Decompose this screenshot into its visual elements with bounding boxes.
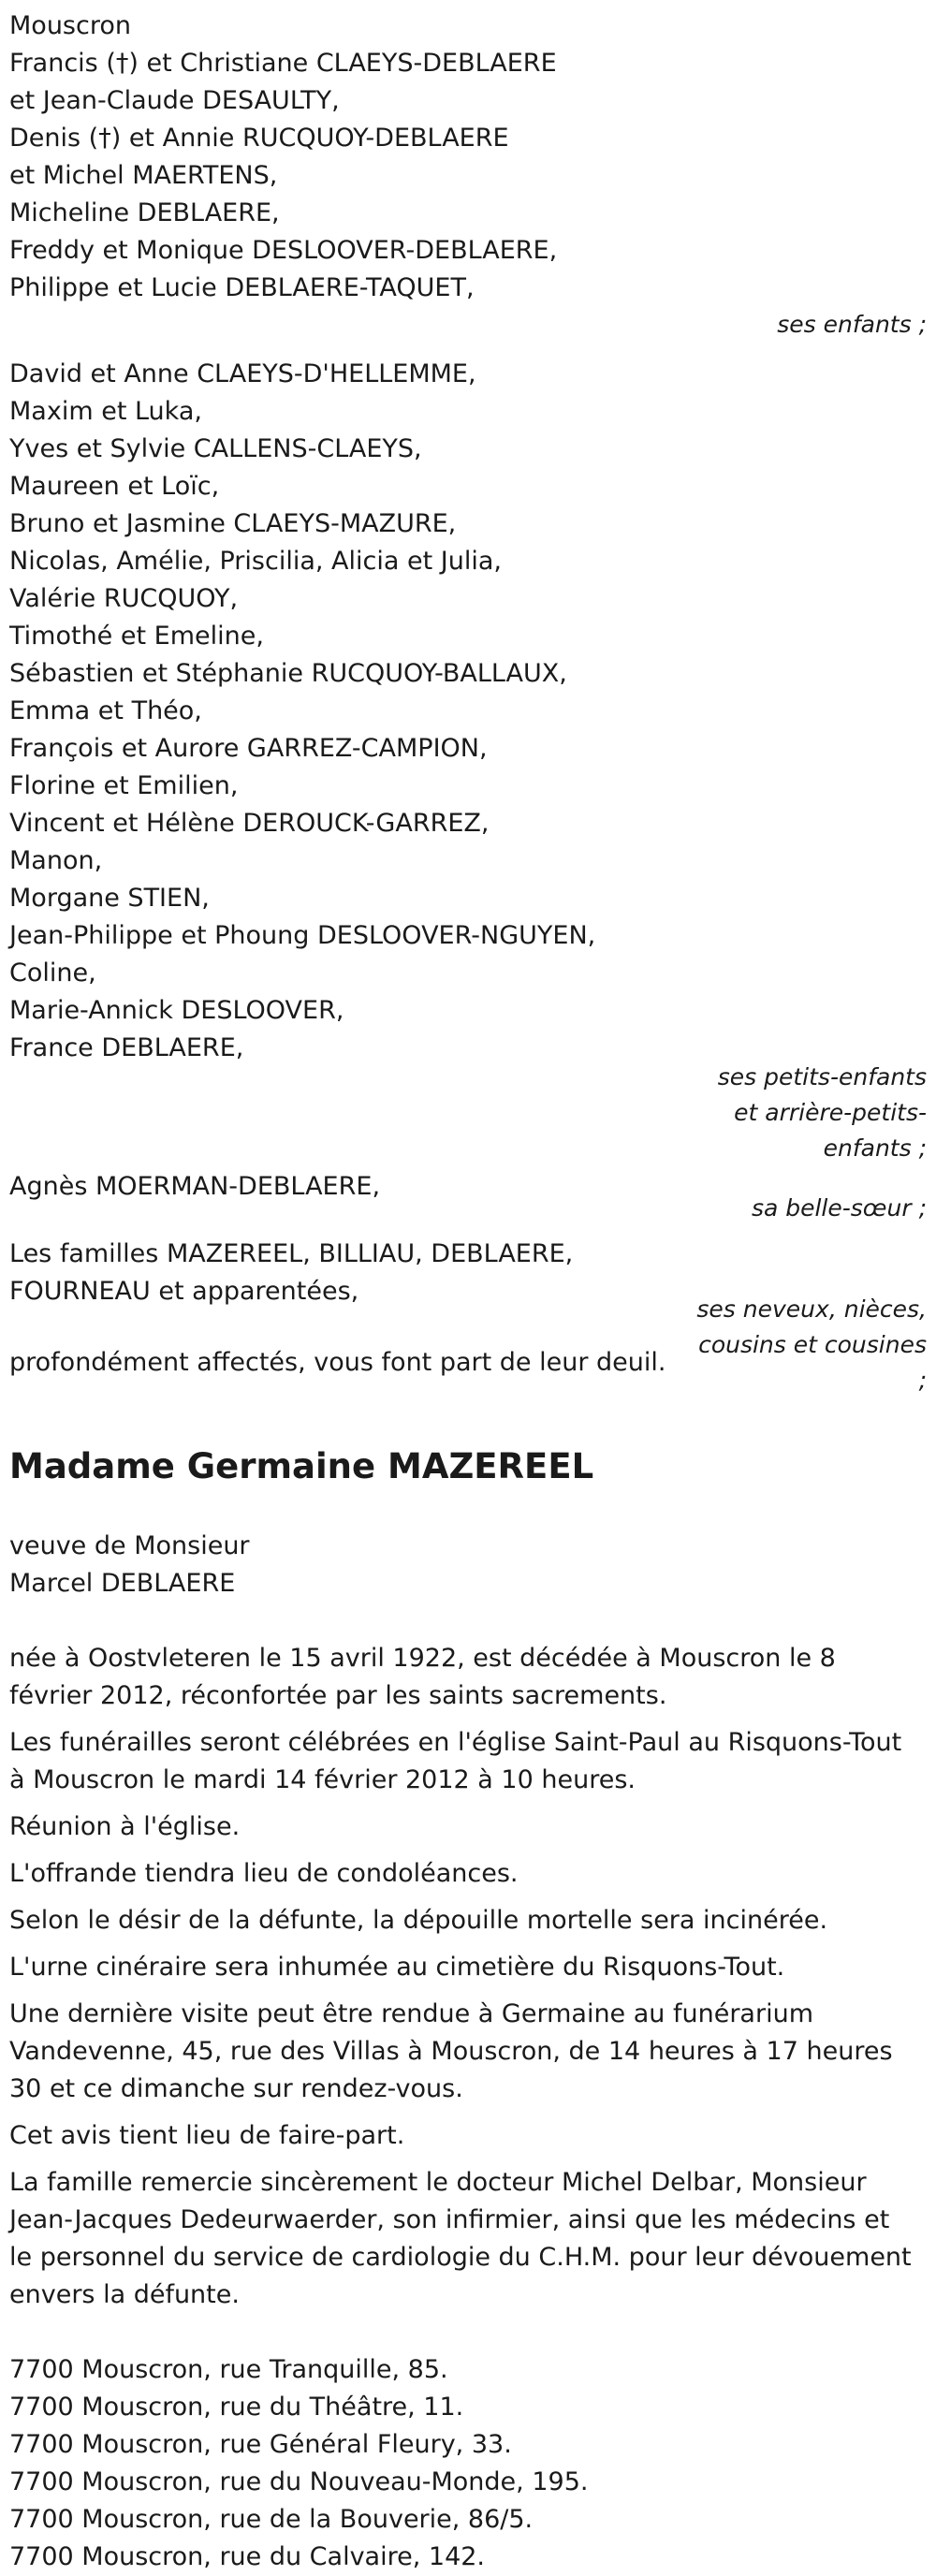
notice-paragraph: née à Oostvleteren le 15 avril 1922, est décédée à Mouscron le 8 février 2012, réconfortée par les saints sacrements.	[9, 1644, 836, 1710]
family-line: et Jean-Claude DESAULTY,	[9, 86, 340, 115]
notice-paragraph: Les funérailles seront célébrées en l'église Saint-Paul au Risquons-Tout à Mouscron le mardi 14 février 2012 à 10 heures.	[9, 1728, 902, 1794]
address-line: 7700 Mouscron, rue Tranquille, 85.	[9, 2355, 448, 2384]
family-line: Vincent et Hélène DEROUCK-GARREZ,	[9, 809, 490, 838]
address-line: 7700 Mouscron, rue du Nouveau-Monde, 195.	[9, 2467, 589, 2496]
role-label-sister-in-law: sa belle-sœur ;	[751, 1194, 927, 1222]
role-label-children: ses enfants ;	[777, 311, 927, 338]
sister-in-law-group	[9, 1168, 927, 1224]
address-line: 7700 Mouscron, rue de la Bouverie, 86/5.	[9, 2505, 534, 2534]
family-line: David et Anne CLAEYS-D'HELLEMME,	[9, 359, 476, 388]
family-line: FOURNEAU et apparentées,	[9, 1277, 359, 1306]
family-line: Timothé et Emeline,	[9, 622, 264, 651]
closing-sentence: profondément affectés, vous font part de leur deuil.	[9, 1348, 666, 1377]
family-line: Maxim et Luka,	[9, 397, 202, 426]
family-line: Les familles MAZEREEL, BILLIAU, DEBLAERE,	[9, 1239, 574, 1268]
family-line: et Michel MAERTENS,	[9, 161, 278, 190]
address-line: 7700 Mouscron, rue du Théâtre, 11.	[9, 2393, 464, 2422]
family-line: Micheline DEBLAERE,	[9, 198, 280, 227]
family-line: Morgane STIEN,	[9, 884, 210, 913]
family-line: Marie-Annick DESLOOVER,	[9, 996, 344, 1025]
family-line: France DEBLAERE,	[9, 1033, 244, 1062]
grandchildren-group	[9, 356, 927, 1168]
family-line: Yves et Sylvie CALLENS-CLAEYS,	[9, 434, 422, 463]
family-line: Valérie RUCQUOY,	[9, 584, 239, 613]
city-heading: Mouscron	[9, 11, 131, 40]
family-line: Sébastien et Stéphanie RUCQUOY-BALLAUX,	[9, 659, 567, 688]
family-line: Jean-Philippe et Phoung DESLOOVER-NGUYEN,	[9, 921, 596, 950]
family-line: Florine et Emilien,	[9, 771, 239, 800]
family-line: Freddy et Monique DESLOOVER-DEBLAERE,	[9, 236, 558, 265]
family-line: Francis (†) et Christiane CLAEYS-DEBLAERE	[9, 49, 557, 78]
family-line: Manon,	[9, 846, 103, 875]
widow-line: Marcel DEBLAERE	[9, 1569, 236, 1598]
family-line: Agnès MOERMAN-DEBLAERE,	[9, 1172, 381, 1201]
family-line: François et Aurore GARREZ-CAMPION,	[9, 734, 488, 763]
family-line: Bruno et Jasmine CLAEYS-MAZURE,	[9, 509, 457, 538]
widow-line: veuve de Monsieur	[9, 1531, 250, 1560]
notice-paragraph: L'urne cinéraire sera inhumée au cimetière du Risquons-Tout.	[9, 1953, 785, 1982]
family-line: Emma et Théo,	[9, 696, 202, 725]
family-line: Nicolas, Amélie, Priscilia, Alicia et Julia,	[9, 547, 502, 576]
address-line: 7700 Mouscron, rue Général Fleury, 33.	[9, 2430, 512, 2459]
notice-paragraph: Réunion à l'église.	[9, 1812, 241, 1841]
notice-paragraph: Selon le désir de la défunte, la dépouille mortelle sera incinérée.	[9, 1906, 828, 1935]
notice-paragraph: Cet avis tient lieu de faire-part.	[9, 2121, 405, 2150]
family-line: Philippe et Lucie DEBLAERE-TAQUET,	[9, 273, 475, 302]
address-line: 7700 Mouscron, rue du Calvaire, 142.	[9, 2542, 486, 2571]
family-line: Maureen et Loïc,	[9, 472, 220, 501]
families-group	[9, 1236, 927, 1406]
deceased-name: Madame Germaine MAZEREEL	[9, 1446, 594, 1486]
notice-body	[9, 1640, 927, 2314]
children-group	[9, 45, 927, 344]
family-line: Denis (†) et Annie RUCQUOY-DEBLAERE	[9, 124, 509, 153]
notice-paragraph: La famille remercie sincèrement le docteur Michel Delbar, Monsieur Jean-Jacques Dedeurwaerder, son infirmier, ainsi que les médecins et le personnel du service de cardiologie du C.H.M. pour leur dévouement envers la défunte.	[9, 2168, 912, 2309]
notice-paragraph: Une dernière visite peut être rendue à Germaine au funérarium Vandevenne, 45, rue des Villas à Mouscron, de 14 heures à 17 heures 30 et ce dimanche sur rendez-vous.	[9, 1999, 893, 2103]
family-line: Coline,	[9, 959, 96, 988]
role-label-grandchildren: ses petits-enfants et arrière-petits- enfants ;	[717, 1063, 927, 1162]
role-label-families: ses neveux, nièces, cousins et cousines ;	[696, 1295, 927, 1394]
address-list	[9, 2351, 927, 2576]
notice-paragraph: L'offrande tiendra lieu de condoléances.	[9, 1859, 519, 1888]
